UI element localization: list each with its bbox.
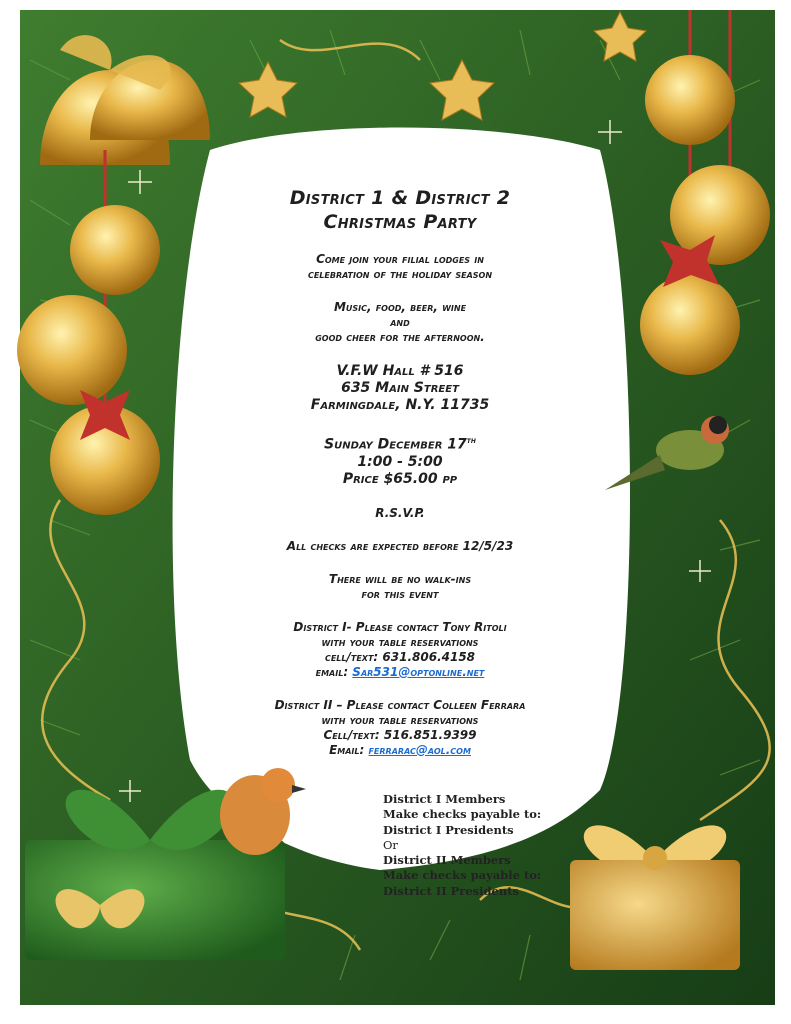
checks-payable-block [383,792,593,899]
district1-email-link[interactable]: Sar531@optonline.net [352,664,485,679]
event-price: Price $65.00 pp [342,470,458,487]
venue-name: V.F.W Hall # 516 [336,363,464,379]
checks-deadline-line: All checks are expected before 12/5/23 [286,538,514,553]
invite-text [185,252,615,282]
title-line-1: District 1 & District 2 [289,187,511,209]
event-time: 1:00 - 5:00 [357,453,443,470]
payable-d2-presidents: District II Presidents [383,883,520,898]
district1-phone: cell/text: 631.806.4158 [324,649,476,664]
payable-d1-instruction: Make checks payable to: [383,807,542,822]
offerings-line-2: and [390,315,410,329]
flyer-content [185,180,615,758]
rsvp-label: R.S.V.P. [375,505,425,520]
offerings-line-3: good cheer for the afternoon. [315,330,485,344]
district2-email-label: Email: [329,742,369,757]
offerings-text [185,300,615,345]
district1-email-row [185,665,615,680]
venue-address [185,363,615,414]
payable-or: Or [383,837,398,852]
venue-street: 635 Main Street [341,380,459,396]
title-line-2: Christmas Party [323,211,477,233]
district1-contact-line: District I- Please contact Tony Ritoli [293,619,507,634]
event-date: Sunday December 17th [324,436,476,453]
venue-city: Farmingdale, N.Y. 11735 [310,397,490,413]
no-walkins-line-2: for this event [361,586,439,601]
district2-phone: Cell/text: 516.851.9399 [323,727,477,742]
district1-reservations-line: with your table reservations [321,634,479,649]
payable-d1-presidents: District I Presidents [383,822,514,837]
district2-contact [185,698,615,758]
bird-bottom-icon [220,768,306,855]
event-when [185,432,615,488]
payable-d2-instruction: Make checks payable to: [383,868,542,883]
checks-deadline [185,539,615,554]
payable-d1-members: District I Members [383,792,506,806]
gold-gift-box-icon [570,825,740,970]
invite-line-2: celebration of the holiday season [307,267,493,281]
rsvp-text [185,506,615,521]
offerings-line-1: Music, food, beer, wine [333,300,467,314]
no-walkins-line-1: There will be no walk-ins [328,571,472,586]
district2-reservations-line: with your table reservations [321,712,479,727]
district1-email-label: email: [315,664,353,679]
invite-line-1: Come join your filial lodges in [316,252,484,266]
no-walkins-notice [185,572,615,602]
district2-email-link[interactable]: ferrarac@aol.com [368,742,471,757]
district2-contact-line: District II – Please contact Colleen Ferrara [274,697,526,712]
district2-email-row [185,743,615,758]
district1-contact [185,620,615,680]
event-title [185,186,615,234]
payable-d2-members: District II Members [383,853,511,868]
